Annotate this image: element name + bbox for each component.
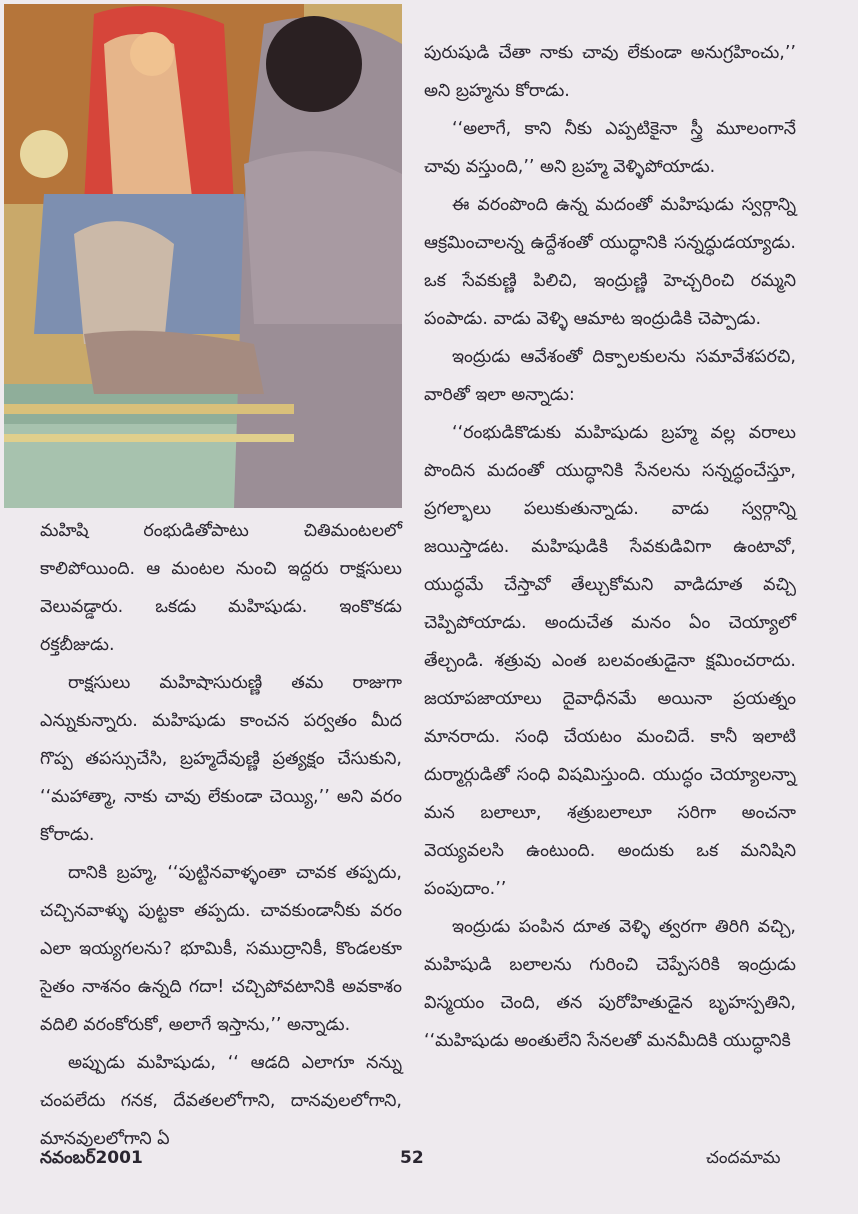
paragraph: అప్పుడు మహిషుడు, ‘‘ ఆడది ఎలాగూ నన్ను చంపలేదు గనక, దేవతలలోగాని, దానవులలోగాని, మానవులలోగాని ఏ (40, 1053, 402, 1149)
right-text-column (424, 34, 796, 1060)
page-number: 52 (400, 1148, 424, 1168)
paragraph: దానికి బ్రహ్మ, ‘‘పుట్టినవాళ్ళంతా చావక తప్పదు, చచ్చినవాళ్ళు పుట్టకా తప్పదు. చావకుండానీకు వరం ఎలా ఇయ్యగలను? భూమికీ, సముద్రానికీ, కొండలకూ సైతం నాశనం ఉన్నది గదా! చచ్చిపోవటానికి అవకాశం వదిలి వరంకోరుకో, అలాగే ఇస్తాను,’’ అన్నాడు. (40, 863, 402, 1035)
left-text-column (40, 512, 402, 1158)
paragraph: రాక్షసులు మహిషాసురుణ్ణి తమ రాజుగా ఎన్నుకున్నారు. మహిషుడు కాంచన పర్వతం మీద గొప్ప తపస్సుచేసి, బ్రహ్మదేవుణ్ణి ప్రత్యక్షం చేసుకుని, ‘‘మహాత్మా, నాకు చావు లేకుండా చెయ్యి,’’ అని వరం కోరాడు. (40, 673, 402, 845)
footer-date: నవంబర్2001 (40, 1148, 143, 1168)
magazine-name: చందమామ (706, 1148, 781, 1168)
paragraph: ‘‘అలాగే, కాని నీకు ఎప్పటికైనా స్త్రీ మూలంగానే చావు వస్తుంది,’’ అని బ్రహ్మ వెళ్ళిపోయాడు. (424, 119, 796, 177)
mythological-scene-illustration (4, 4, 402, 508)
paragraph: మహిషి రంభుడితోపాటు చితిమంటలలో కాలిపోయింది. ఆ మంటల నుంచి ఇద్దరు రాక్షసులు వెలువడ్డారు. ఒకడు మహిషుడు. ఇంకొకడు రక్తబీజుడు. (40, 521, 402, 655)
paragraph: ‘‘రంభుడికొడుకు మహిషుడు బ్రహ్మ వల్ల వరాలు పొందిన మదంతో యుద్ధానికి సేనలను సన్నద్ధంచేస్తూ, ప్రగల్భాలు పలుకుతున్నాడు. వాడు స్వర్గాన్ని జయిస్తాడట. మహిషుడికి సేవకుడివిగా ఉంటావో, యుద్ధమే చేస్తావో తేల్చుకోమని వాడిదూత వచ్చి చెప్పిపోయాడు. అందుచేత మనం ఏం చెయ్యాలో తేల్చండి. శత్రువు ఎంత బలవంతుడైనా క్షమించరాదు. జయాపజాయాలు దైవాధీనమే అయినా ప్రయత్నం మానరాదు. సంధి చేయటం మంచిదే. కానీ ఇలాటి దుర్మార్గుడితో సంధి విషమిస్తుంది. యుద్ధం చెయ్యాలన్నా మన బలాలూ, శత్రుబలాలూ సరిగా అంచనా వెయ్యవలసి ఉంటుంది. అందుకు ఒక మనిషిని పంపుదాం.’’ (424, 423, 796, 899)
paragraph: ఇంద్రుడు ఆవేశంతో దిక్పాలకులను సమావేశపరచి, వారితో ఇలా అన్నాడు: (424, 347, 796, 405)
paragraph: ఇంద్రుడు పంపిన దూత వెళ్ళి త్వరగా తిరిగి వచ్చి, మహిషుడి బలాలను గురించి చెప్పేసరికి ఇంద్రుడు విస్మయం చెంది, తన పురోహితుడైన బృహస్పతిని, ‘‘మహిషుడు అంతులేని సేనలతో మనమీదికి యుద్ధానికి (424, 917, 796, 1051)
paragraph: పురుషుడి చేతా నాకు చావు లేకుండా అనుగ్రహించు,’’ అని బ్రహ్మను కోరాడు. (424, 43, 796, 101)
paragraph: ఈ వరంపొంది ఉన్న మదంతో మహిషుడు స్వర్గాన్ని ఆక్రమించాలన్న ఉద్దేశంతో యుద్ధానికి సన్నద్ధుడయ్యాడు. ఒక సేవకుణ్ణి పిలిచి, ఇంద్రుణ్ణి హెచ్చరించి రమ్మని పంపాడు. వాడు వెళ్ళి ఆమాట ఇంద్రుడికి చెప్పాడు. (424, 195, 796, 329)
